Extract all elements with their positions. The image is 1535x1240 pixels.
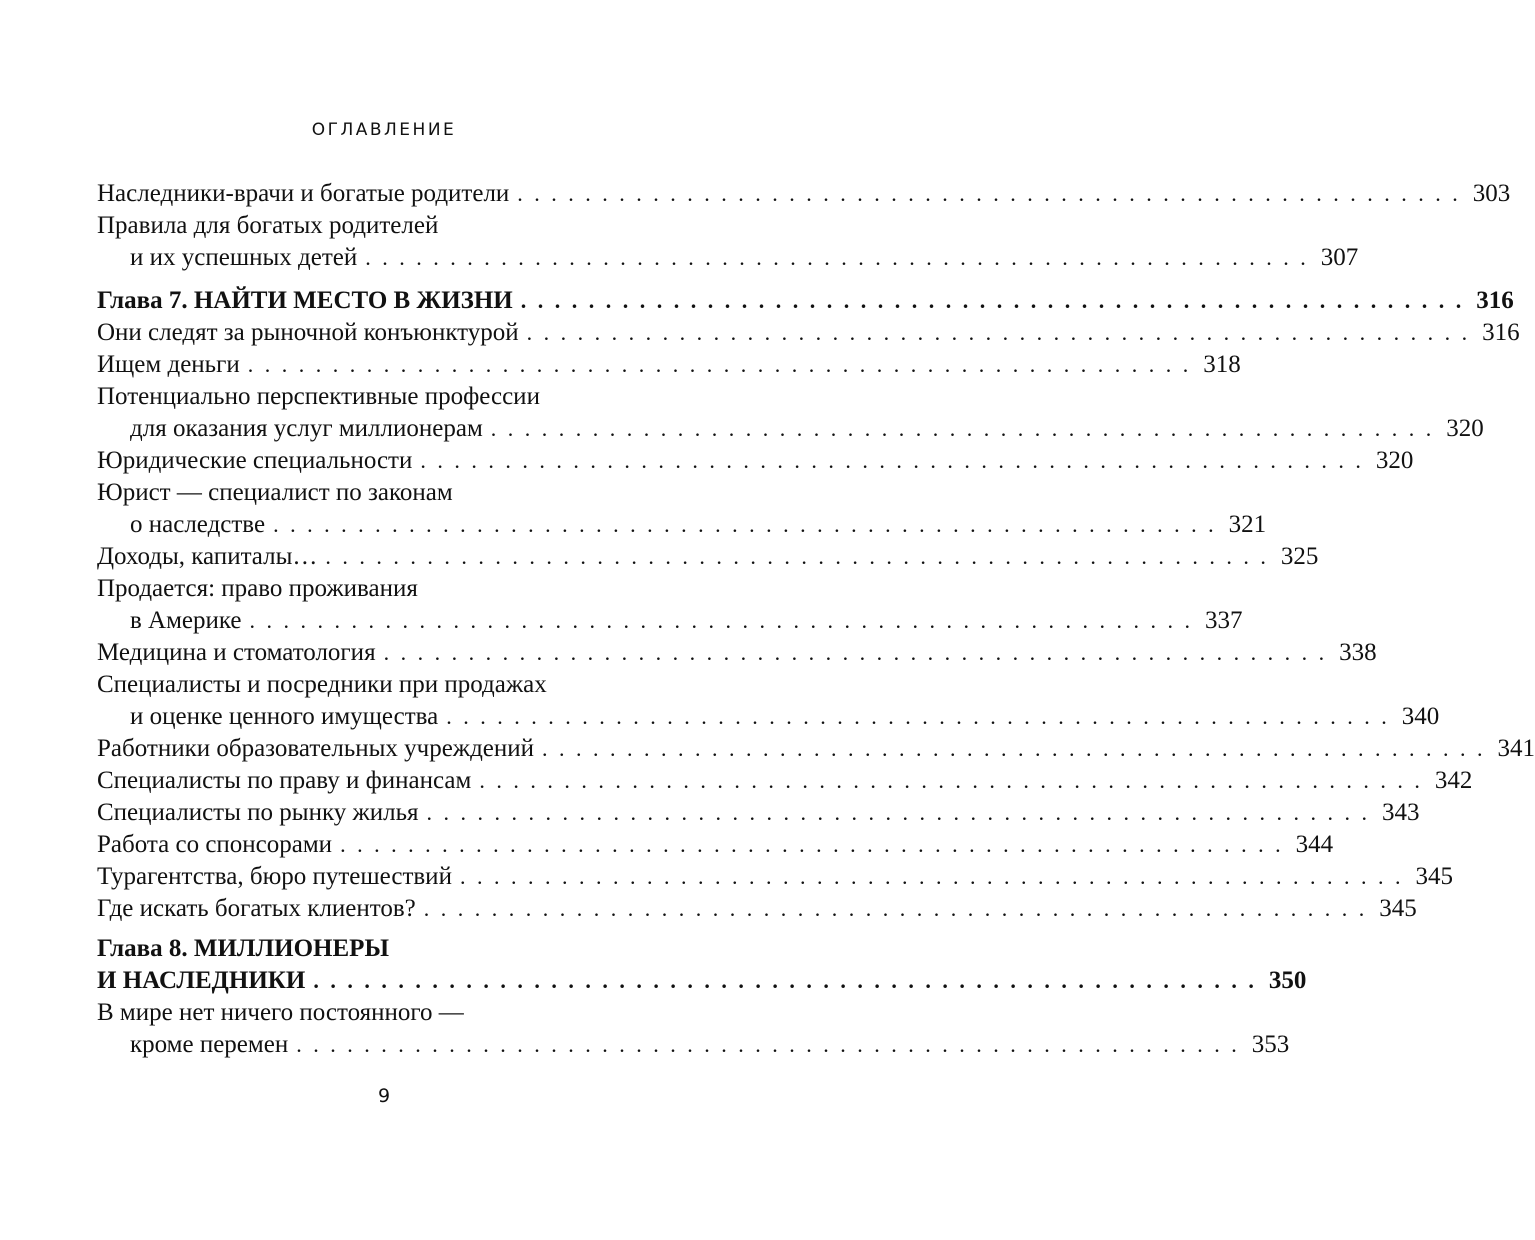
toc-entry-page: 342	[1434, 767, 1473, 794]
toc-entry-title: Работники образовательных учреждений	[97, 735, 535, 762]
toc-leader-dots: . . . . . . . . . . . . . . . . . . . . . . . . . . . . . . . . . . . . . . . . . . . . . . . . . . . . . . . .	[249, 608, 1194, 633]
toc-entry-page: 345	[1379, 895, 1417, 922]
toc-entry-title: Специалисты по рынку жилья	[97, 799, 419, 826]
toc-entry	[97, 317, 1520, 349]
toc-entry-continuation	[130, 1029, 1290, 1061]
toc-entry	[97, 997, 615, 1029]
toc-leader-dots: . . . . . . . . . . . . . . . . . . . . . . . . . . . . . . . . . . . . . . . . . . . . . . . . . . . . . . . .	[325, 544, 1269, 569]
toc-entry	[97, 210, 615, 242]
toc-entry	[97, 829, 1334, 861]
toc-leader-dots: . . . . . . . . . . . . . . . . . . . . . . . . . . . . . . . . . . . . . . . . . . . . . . . . . . . . . . . .	[459, 864, 1404, 889]
toc-entry	[97, 797, 1420, 829]
toc-entry-page: 303	[1472, 180, 1511, 207]
toc-entry-title: Они следят за рыночной конъюнктурой	[97, 319, 519, 346]
toc-leader-dots: . . . . . . . . . . . . . . . . . . . . . . . . . . . . . . . . . . . . . . . . . . . . . . . . . . . . . . . .	[273, 512, 1217, 537]
toc-entry-continuation	[130, 509, 1267, 541]
toc-entry-title: кроме перемен	[130, 1031, 289, 1058]
toc-entry-title: Наследники-врачи и богатые родители	[97, 180, 510, 207]
toc-entry-title: Работа со спонсорами	[97, 831, 333, 858]
toc-entry	[97, 733, 1535, 765]
toc-entry-title: Юридические специальности	[97, 447, 413, 474]
toc-entry	[97, 541, 1319, 573]
toc-entry-title: Медицина и стоматология	[97, 639, 376, 666]
toc-entry-continuation	[130, 413, 1484, 445]
toc-entry	[97, 349, 1241, 381]
toc-entry-title: в Америке	[130, 607, 242, 634]
running-header: ОГЛАВЛЕНИЕ	[311, 120, 457, 140]
toc-entry	[97, 893, 1417, 925]
toc-leader-dots: . . . . . . . . . . . . . . . . . . . . . . . . . . . . . . . . . . . . . . . . . . . . . . . . . . . . . . . .	[426, 800, 1371, 825]
toc-entry-page: 350	[1268, 967, 1307, 994]
toc-chapter-heading	[97, 285, 1514, 317]
toc-entry-title: и их успешных детей	[130, 244, 358, 271]
toc-entry-title: В мире нет ничего постоянного —	[97, 999, 464, 1026]
toc-leader-dots: . . . . . . . . . . . . . . . . . . . . . . . . . . . . . . . . . . . . . . . . . . . . . . . . . . . . . . . .	[423, 896, 1368, 921]
toc-entry-title: и оценке ценного имущества	[130, 703, 439, 730]
toc-leader-dots: . . . . . . . . . . . . . . . . . . . . . . . . . . . . . . . . . . . . . . . . . . . . . . . . . . . . . . . .	[446, 704, 1390, 729]
toc-leader-dots: . . . . . . . . . . . . . . . . . . . . . . . . . . . . . . . . . . . . . . . . . . . . . . . . . . . . . . . .	[479, 768, 1423, 793]
toc-entry	[97, 477, 615, 509]
toc-entry-page: 307	[1320, 244, 1359, 271]
toc-entry-page: 318	[1203, 351, 1241, 378]
toc-entry-title: для оказания услуг миллионерам	[130, 415, 483, 442]
toc-entry-title: Глава 8. МИЛЛИОНЕРЫ	[97, 935, 389, 962]
toc-entry-title: Специалисты и посредники при продажах	[97, 671, 547, 698]
toc-entry-page: 320	[1446, 415, 1484, 442]
toc-entry-title: И НАСЛЕДНИКИ	[97, 967, 306, 994]
toc-entry-title: Ищем деньги	[97, 351, 240, 378]
toc-leader-dots: . . . . . . . . . . . . . . . . . . . . . . . . . . . . . . . . . . . . . . . . . . . . . . . . . . . . . . . .	[296, 1032, 1240, 1057]
toc-leader-dots: . . . . . . . . . . . . . . . . . . . . . . . . . . . . . . . . . . . . . . . . . . . . . . . . . . . . . . . .	[383, 640, 1328, 665]
toc-entry	[97, 637, 1377, 669]
toc-entry-page: 320	[1375, 447, 1414, 474]
toc-leader-dots: . . . . . . . . . . . . . . . . . . . . . . . . . . . . . . . . . . . . . . . . . . . . . . . . . . . . . . . .	[365, 245, 1309, 270]
toc-leader-dots: . . . . . . . . . . . . . . . . . . . . . . . . . . . . . . . . . . . . . . . . . . . . . . . . . . . . . . . .	[490, 416, 1435, 441]
toc-entry-page: 321	[1228, 511, 1267, 538]
toc-entry-page: 316	[1482, 319, 1520, 346]
toc-entry-title: Турагентства, бюро путешествий	[97, 863, 452, 890]
toc-entry	[97, 669, 615, 701]
toc-entry-page: 343	[1382, 799, 1420, 826]
toc-entry-title: о наследстве	[130, 511, 266, 538]
toc-entry-title: Специалисты по праву и финансам	[97, 767, 472, 794]
toc-entry	[97, 573, 615, 605]
toc-entry-title: Правила для богатых родителей	[97, 212, 439, 239]
toc-leader-dots: . . . . . . . . . . . . . . . . . . . . . . . . . . . . . . . . . . . . . . . . . . . . . . . . . . . . . . . .	[313, 968, 1257, 993]
toc-leader-dots: . . . . . . . . . . . . . . . . . . . . . . . . . . . . . . . . . . . . . . . . . . . . . . . . . . . . . . . .	[247, 352, 1192, 377]
toc-entry-page: 325	[1280, 543, 1319, 570]
toc-entry	[97, 861, 1453, 893]
toc-entry-page: 353	[1251, 1031, 1290, 1058]
toc-entry-continuation	[130, 701, 1440, 733]
toc-leader-dots: . . . . . . . . . . . . . . . . . . . . . . . . . . . . . . . . . . . . . . . . . . . . . . . . . . . . . . . .	[520, 288, 1465, 313]
toc-entry-title: Доходы, капиталы…	[97, 543, 318, 570]
toc-entry-page: 340	[1401, 703, 1440, 730]
toc-entry-page: 345	[1415, 863, 1453, 890]
toc-entry-title: Где искать богатых клиентов?	[97, 895, 416, 922]
toc-leader-dots: . . . . . . . . . . . . . . . . . . . . . . . . . . . . . . . . . . . . . . . . . . . . . . . . . . . . . . . .	[517, 181, 1461, 206]
toc-entry-page: 341	[1497, 735, 1535, 762]
toc-entry	[97, 765, 1473, 797]
toc-entry	[97, 381, 615, 413]
toc-leader-dots: . . . . . . . . . . . . . . . . . . . . . . . . . . . . . . . . . . . . . . . . . . . . . . . . . . . . . . . .	[542, 736, 1486, 761]
toc-entry-title: Юрист — специалист по законам	[97, 479, 453, 506]
toc-entry	[97, 178, 1511, 210]
toc-entry-title: Продается: право проживания	[97, 575, 418, 602]
toc-entry-page: 316	[1476, 287, 1514, 314]
toc-entry-continuation	[130, 242, 1359, 274]
toc-entry-title: Глава 7. НАЙТИ МЕСТО В ЖИЗНИ	[97, 287, 513, 314]
toc-entry	[97, 445, 1414, 477]
toc-entry-page: 344	[1295, 831, 1334, 858]
toc-entry-continuation	[130, 605, 1243, 637]
toc-entry-page: 337	[1205, 607, 1243, 634]
toc-entry-title: Потенциально перспективные профессии	[97, 383, 540, 410]
page-number: 9	[377, 1085, 391, 1107]
toc-leader-dots: . . . . . . . . . . . . . . . . . . . . . . . . . . . . . . . . . . . . . . . . . . . . . . . . . . . . . . . .	[340, 832, 1284, 857]
toc-chapter-heading	[97, 933, 615, 965]
toc-leader-dots: . . . . . . . . . . . . . . . . . . . . . . . . . . . . . . . . . . . . . . . . . . . . . . . . . . . . . . . .	[420, 448, 1364, 473]
toc-chapter-heading-continuation	[97, 965, 1307, 997]
toc-leader-dots: . . . . . . . . . . . . . . . . . . . . . . . . . . . . . . . . . . . . . . . . . . . . . . . . . . . . . . . .	[526, 320, 1471, 345]
toc-entry-page: 338	[1339, 639, 1377, 666]
